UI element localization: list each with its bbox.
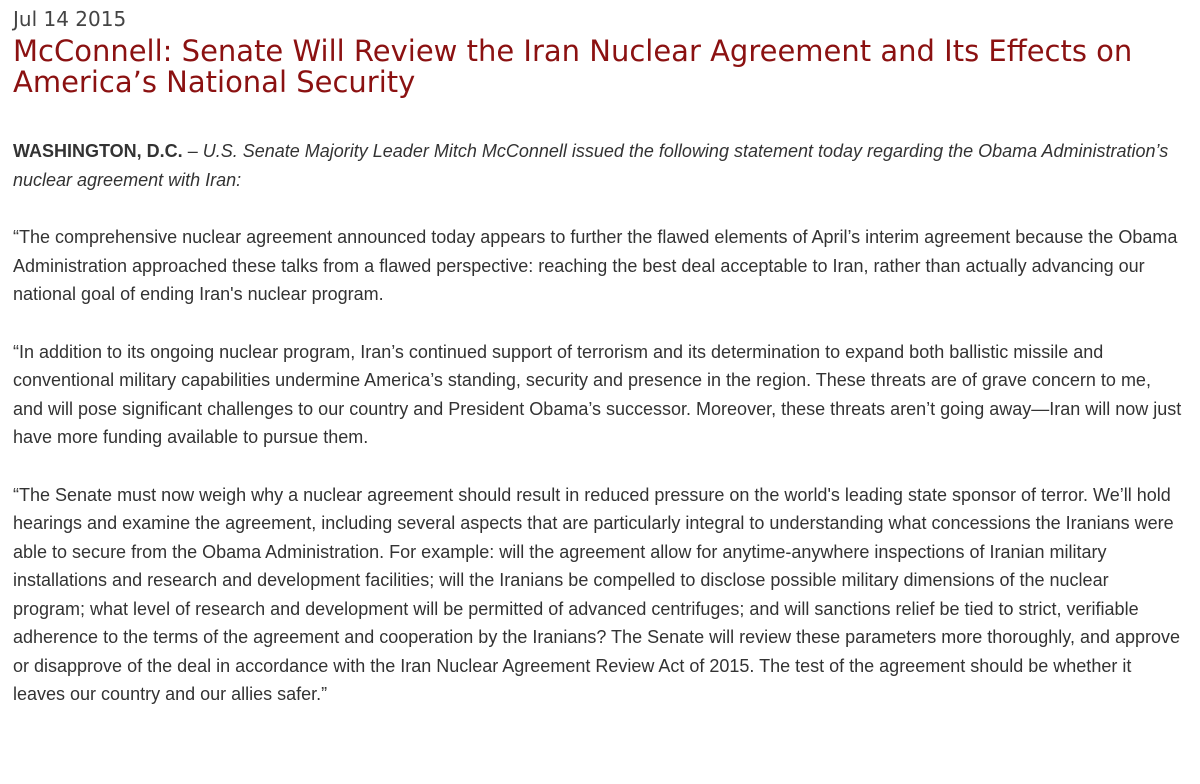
statement-paragraph-3: “The Senate must now weigh why a nuclear agreement should result in reduced pressure on the world's leading state sponsor of terror. We’ll hold hearings and examine the agreement, including several aspects that are particularly integral to understanding what concessions the Iranians were able to secure from the Obama Administration. For example: will the agreement allow for anytime-anywhere inspections of Iranian military installations and research and development facilities; will the Iranians be compelled to disclose possible military dimensions of the nuclear program; what level of research and development will be permitted of advanced centrifuges; and will sanctions relief be tied to strict, verifiable adherence to the terms of the agreement and cooperation by the Iranians? The Senate will review these parameters more thoroughly, and approve or disapprove of the deal in accordance with the Iran Nuclear Agreement Review Act of 2015. The test of the agreement should be whether it leaves our country and our allies safer.” xyxy=(13,484,1181,704)
statement-paragraph-1: “The comprehensive nuclear agreement announced today appears to further the flawed elements of April’s interim agreement because the Obama Administration approached these talks from a flawed perspective: reaching the best deal acceptable to Iran, rather than actually advancing our national goal of ending Iran's nuclear program. xyxy=(13,227,1178,304)
dateline: WASHINGTON, D.C. xyxy=(13,141,183,161)
article-body xyxy=(13,137,1185,709)
intro-text: U.S. Senate Majority Leader Mitch McConnell issued the following statement today regarding the Obama Administration’s nuclear agreement with Iran: xyxy=(13,141,1169,190)
article-title: McConnell: Senate Will Review the Iran Nuclear Agreement and Its Effects on America’s National Security xyxy=(13,34,1133,99)
article-date: Jul 14 2015 xyxy=(13,7,127,31)
dateline-dash: – xyxy=(182,141,203,161)
press-release xyxy=(13,6,1185,709)
statement-paragraph-2: “In addition to its ongoing nuclear program, Iran’s continued support of terrorism and its determination to expand both ballistic missile and conventional military capabilities undermine America’s standing, security and presence in the region. These threats are of grave concern to me, and will pose significant challenges to our country and President Obama’s successor. Moreover, these threats aren’t going away—Iran will now just have more funding available to pursue them. xyxy=(13,341,1182,447)
lead-paragraph xyxy=(13,137,1185,194)
